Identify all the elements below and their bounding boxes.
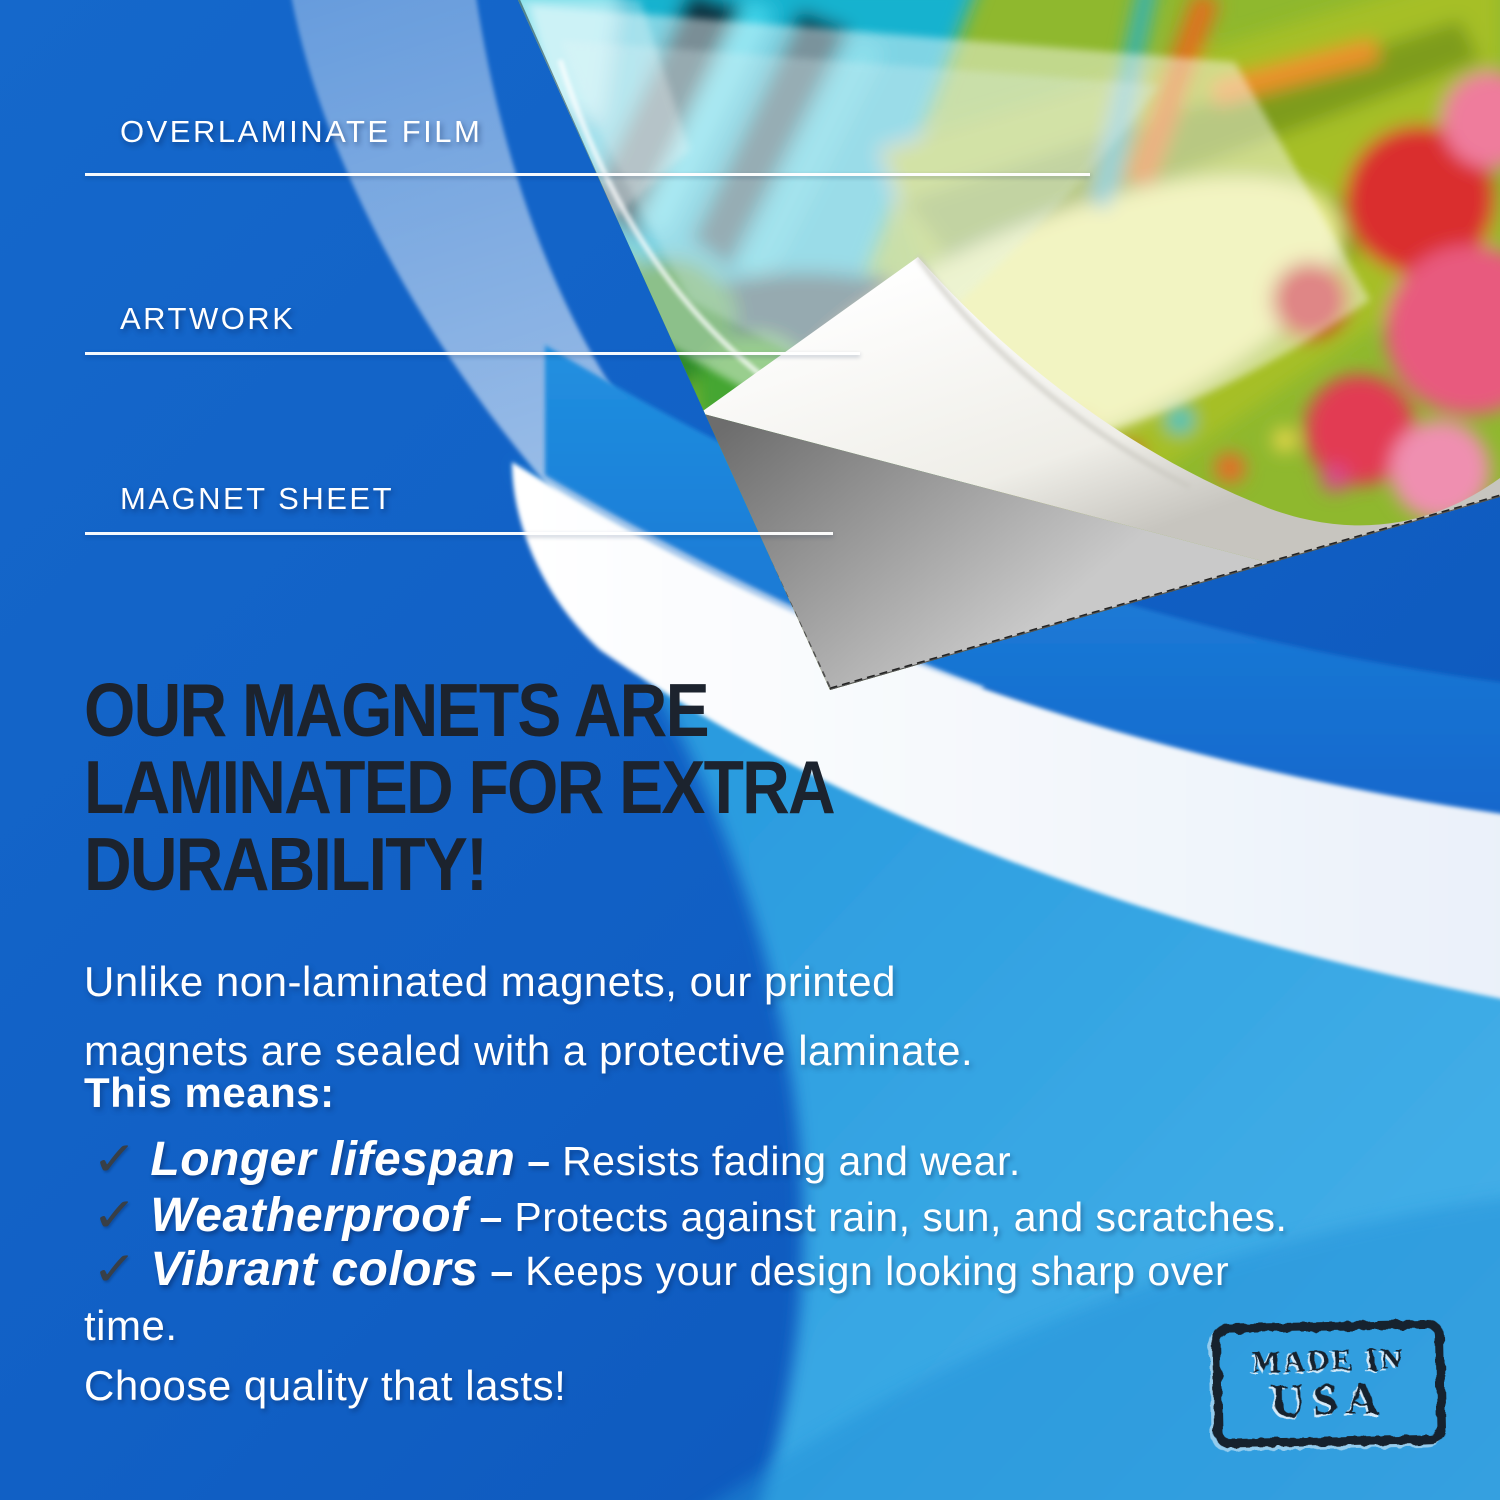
leader-line-overlaminate-film: [85, 173, 1090, 176]
stamp-line-2: USA: [1270, 1372, 1388, 1427]
benefit-separator: –: [527, 1138, 551, 1184]
headline-line-2: LAMINATED FOR EXTRA: [84, 745, 834, 829]
benefit-description: Resists fading and wear.: [562, 1138, 1021, 1184]
check-icon: ✓: [92, 1132, 138, 1185]
callout-label-magnet-sheet: MAGNET SHEET: [120, 481, 395, 516]
intro-line-1: Unlike non-laminated magnets, our printed: [84, 958, 896, 1005]
closing-text: Choose quality that lasts!: [84, 1362, 567, 1409]
benefit-description: Protects against rain, sun, and scratches.: [514, 1194, 1288, 1240]
benefit-item-weatherproof: [92, 1187, 1288, 1243]
benefit-item-longer-lifespan: [92, 1131, 1021, 1187]
benefit-title: Vibrant colors: [150, 1243, 479, 1296]
check-icon: ✓: [92, 1188, 138, 1241]
page-title: [84, 668, 1008, 906]
leader-line-artwork: [85, 352, 860, 355]
stamp-line-1: MADE IN: [1251, 1342, 1406, 1379]
benefit-description: Keeps your design looking sharp over: [525, 1248, 1230, 1294]
benefit-title: Longer lifespan: [150, 1133, 516, 1186]
benefit-separator: –: [490, 1248, 514, 1294]
intro-line-2: magnets are sealed with a protective laminate.: [84, 1027, 974, 1074]
benefit-title: Weatherproof: [150, 1189, 468, 1242]
headline-line-3: DURABILITY!: [84, 822, 487, 906]
callout-label-overlaminate-film: OVERLAMINATE FILM: [120, 114, 483, 149]
made-in-usa-stamp: [1212, 1320, 1447, 1449]
headline-line-1: OUR MAGNETS ARE: [84, 668, 708, 752]
leader-line-magnet-sheet: [85, 532, 833, 535]
wrap-line-text: time.: [84, 1302, 178, 1349]
benefit-separator: –: [479, 1194, 503, 1240]
intro-paragraph: [84, 947, 973, 1085]
benefit-item-vibrant-colors: [92, 1241, 1230, 1297]
callout-label-artwork: ARTWORK: [120, 301, 296, 336]
check-icon: ✓: [92, 1242, 138, 1295]
lead-in-text: This means:: [84, 1069, 335, 1116]
